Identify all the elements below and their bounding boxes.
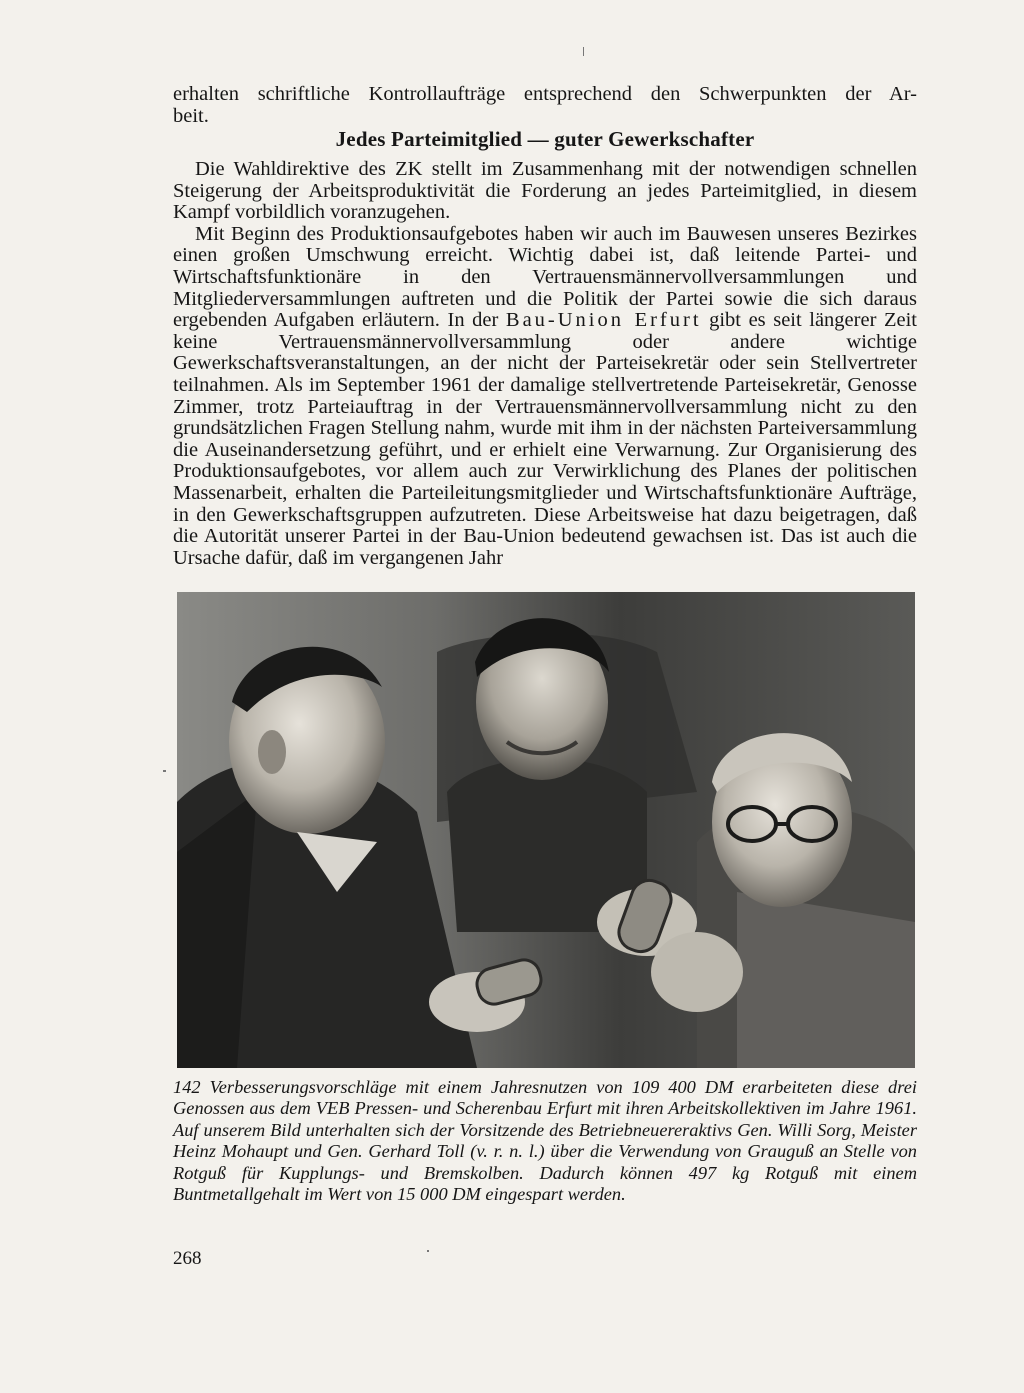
body-text (173, 159, 917, 569)
intro-line-2: beit. (173, 104, 209, 127)
paragraph-1: Die Wahldirektive des ZK stellt im Zusammenhang mit der notwendigen schnellen Steigerung der Arbeitsproduktivität die Forderung an jedes Parteimitglied, in diesem Kampf vorbildlich voranzugehen. (173, 158, 917, 224)
intro-line-1: erhalten schriftliche Kontrollaufträge entsprechend den Schwerpunkten der Ar- (173, 83, 917, 105)
section-heading: Jedes Parteimitglied — guter Gewerkschafter (335, 127, 755, 151)
left-man-ear (258, 730, 286, 774)
print-mark (583, 47, 584, 56)
print-speck (163, 770, 166, 772)
photograph (177, 592, 915, 1068)
intro-paragraph (173, 84, 917, 127)
photograph-illustration (177, 592, 915, 1068)
photo-caption: 142 Verbesserungsvorschläge mit einem Jahresnutzen von 109 400 DM erarbeiteten diese drei Genossen aus dem VEB Pressen- und Scherenbau Erfurt mit ihren Arbeitskollektiven im Jahre 1961. Auf unserem Bild unterhalten sich der Vorsitzende des Betriebneuereraktivs Gen. Willi Sorg, Meister Heinz Mohaupt und Gen. Gerhard Toll (v. r. n. l.) über die Verwendung von Grauguß an Stelle von Rotguß für Kupplungs- und Bremskolben. Dadurch können 497 kg Rotguß mit einem Buntmetallgehalt im Wert von 15 000 DM eingespart werden. (173, 1077, 917, 1205)
right-man-tweed (737, 892, 915, 1068)
paragraph-2-part-1: Mit Beginn des Produktionsaufgebotes haben wir auch im Bauwesen unseres Bezirkes einen großen Umschwung erreicht. Wichtig dabei ist, daß leitende Partei- und Wirtschaftsfunktionäre in den Vertrauensmännervollversammlungen und Mitgliederversammlungen auftreten und die Politik der Partei sowie die sich daraus ergebenden Aufgaben erläutern. In der (173, 222, 917, 332)
page-number: 268 (173, 1248, 202, 1269)
paragraph-2 (173, 224, 917, 570)
company-name-spaced: Bau-Union Erfurt (505, 309, 702, 332)
paragraph-2-part-2: gibt es seit längerer Zeit keine Vertrauensmännervollversammlung oder andere wichtige Gewerkschaftsveranstaltungen, an der nicht der Parteisekretär oder sein Stellvertreter teilnahmen. Als im September 1961 der damalige stellvertretende Parteisekretär, Genosse Zimmer, trotz Parteiauftrag in der Vertrauensmännervollversammlung nicht zu den grundsätzlichen Fragen Stellung nahm, wurde mit ihm in der nächsten Parteiversammlung die Auseinandersetzung geführt, und er erhielt eine Verwarnung. Zur Organisierung des Produktionsaufgebotes, vor allem auch zur Verwirklichung des Planes der politischen Massenarbeit, erhalten die Parteileitungsmitglieder und Wirtschaftsfunktionäre Aufträge, in den Gewerkschaftsgruppen aufzutreten. Diese Arbeitsweise hat dazu beigetragen, daß die Autorität unserer Partei in der Bau-Union bedeutend gewachsen ist. Das ist auch die Ursache dafür, daß im vergangenen Jahr (173, 309, 918, 569)
right-hand (651, 932, 743, 1012)
print-speck-2 (427, 1250, 429, 1252)
